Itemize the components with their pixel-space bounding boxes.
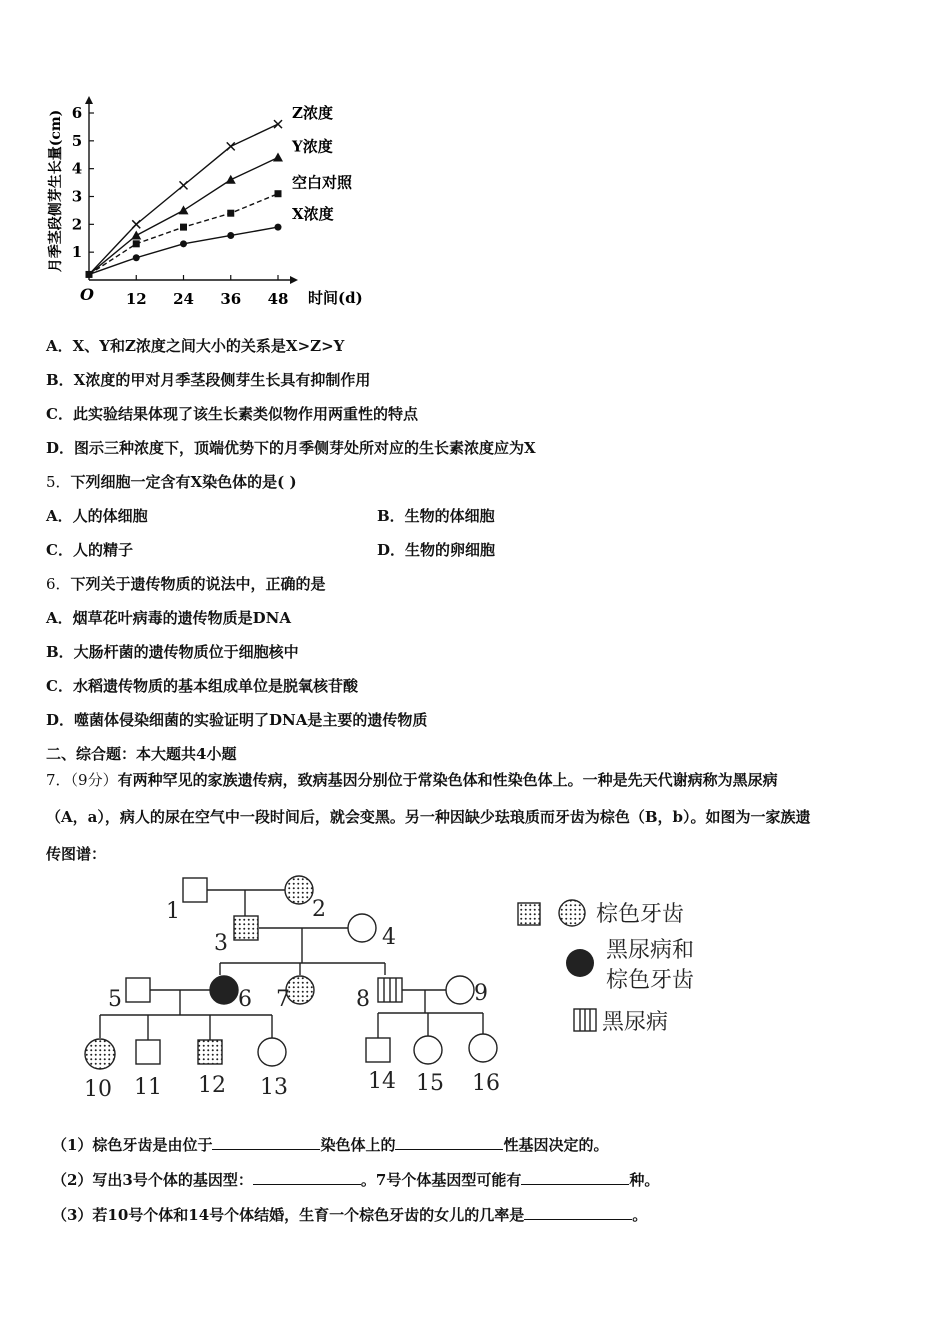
series-label: Z浓度 bbox=[292, 104, 333, 123]
individual-14 bbox=[366, 1038, 390, 1062]
data-point bbox=[180, 240, 187, 247]
q7-sub1-blank-1[interactable] bbox=[212, 1135, 320, 1150]
data-point bbox=[180, 181, 188, 189]
data-point bbox=[132, 220, 140, 228]
legend-square-brown-teeth bbox=[518, 903, 540, 925]
q4-option-c: C．此实验结果体现了该生长素类似物作用两重性的特点 bbox=[46, 405, 418, 423]
label-6: 6 bbox=[238, 987, 252, 1012]
individual-8 bbox=[378, 978, 402, 1002]
legend-brown-teeth-label: 棕色牙齿 bbox=[596, 902, 685, 927]
x-tick-label: 12 bbox=[125, 290, 147, 308]
q5-number: 5． bbox=[46, 473, 71, 491]
q7-sub3-part2: 。 bbox=[632, 1206, 648, 1224]
q6-option-c: C．水稻遗传物质的基本组成单位是脱氧核苷酸 bbox=[46, 677, 358, 695]
q5-option-a: A．人的体细胞 bbox=[46, 507, 148, 525]
y-tick-label: 4 bbox=[71, 159, 83, 178]
q7-sub3-blank-1[interactable] bbox=[524, 1205, 632, 1220]
origin-label: O bbox=[80, 285, 94, 304]
legend-alkaptonuria-label: 黑尿病 bbox=[602, 1010, 669, 1035]
q7-sub1-part3: 性基因决定的。 bbox=[503, 1136, 609, 1154]
series-label: 空白对照 bbox=[292, 173, 353, 192]
data-point bbox=[275, 224, 282, 231]
q7-stem-line-2: （A，a），病人的尿在空气中一段时间后，就会变黑。另一种因缺少珐琅质而牙齿为棕色（B，b）。如图为一家族遗 bbox=[46, 808, 811, 826]
x-axis-label: 时间(d) bbox=[308, 289, 363, 307]
data-point bbox=[133, 254, 140, 261]
individual-10 bbox=[85, 1039, 115, 1069]
individual-6 bbox=[210, 976, 238, 1004]
q7-stem-text-1: 有两种罕见的家族遗传病，致病基因分别位于常染色体和性染色体上。一种是先天代谢病称为黑尿病 bbox=[117, 771, 778, 789]
label-16: 16 bbox=[472, 1071, 500, 1096]
q6-stem bbox=[46, 574, 326, 594]
label-8: 8 bbox=[356, 987, 370, 1012]
label-7: 7 bbox=[276, 987, 290, 1012]
individual-16 bbox=[469, 1034, 497, 1062]
q5-option-d: D．生物的卵细胞 bbox=[377, 541, 496, 559]
x-tick-label: 24 bbox=[173, 290, 194, 308]
q7-sub-3 bbox=[52, 1205, 647, 1225]
data-point bbox=[226, 175, 236, 184]
q4-option-a: A．X、Y和Z浓度之间大小的关系是X>Z>Y bbox=[46, 337, 345, 355]
data-point bbox=[131, 230, 141, 239]
legend-both-label-1: 黑尿病和 bbox=[606, 938, 695, 963]
data-point bbox=[274, 120, 282, 128]
growth-line-chart bbox=[40, 92, 380, 317]
q5-option-c: C．人的精子 bbox=[46, 541, 133, 559]
y-tick-label: 3 bbox=[71, 187, 83, 206]
legend-circle-brown-teeth bbox=[559, 900, 585, 926]
individual-9 bbox=[446, 976, 474, 1004]
q7-sub2-blank-1[interactable] bbox=[253, 1170, 361, 1185]
y-tick-label: 6 bbox=[71, 104, 83, 122]
label-4: 4 bbox=[382, 925, 396, 950]
individual-1 bbox=[183, 878, 207, 902]
y-tick-label: 1 bbox=[71, 243, 83, 262]
q7-sub1-part1: （1）棕色牙齿是由位于 bbox=[52, 1136, 213, 1154]
q6-option-b: B．大肠杆菌的遗传物质位于细胞核中 bbox=[46, 643, 299, 661]
label-11: 11 bbox=[134, 1075, 162, 1100]
y-axis-label: 月季茎段侧芽生长量(cm) bbox=[48, 109, 64, 273]
label-14: 14 bbox=[368, 1069, 396, 1094]
label-2: 2 bbox=[312, 897, 326, 922]
individual-5 bbox=[126, 978, 150, 1002]
label-13: 13 bbox=[260, 1075, 288, 1100]
individual-12 bbox=[198, 1040, 222, 1064]
q7-sub2-part2: 。7号个体基因型可能有 bbox=[360, 1171, 522, 1189]
q7-stem-line-3: 传图谱： bbox=[46, 845, 107, 863]
individual-15 bbox=[414, 1036, 442, 1064]
y-tick-label: 5 bbox=[71, 131, 83, 150]
label-12: 12 bbox=[198, 1073, 226, 1098]
individual-13 bbox=[258, 1038, 286, 1066]
y-tick-label: 2 bbox=[71, 215, 83, 234]
label-1: 1 bbox=[166, 899, 180, 924]
data-point bbox=[227, 210, 234, 217]
q7-sub2-blank-2[interactable] bbox=[521, 1170, 629, 1185]
individual-11 bbox=[136, 1040, 160, 1064]
x-tick-label: 48 bbox=[267, 290, 289, 308]
x-tick-label: 36 bbox=[220, 290, 242, 308]
q7-sub1-part2: 染色体上的 bbox=[320, 1136, 396, 1154]
q7-sub-2 bbox=[52, 1170, 659, 1190]
legend-both-label-2: 棕色牙齿 bbox=[606, 968, 695, 993]
q7-stem-line-1 bbox=[46, 770, 778, 790]
pedigree-legend bbox=[510, 885, 740, 1045]
data-point bbox=[227, 232, 234, 239]
q7-sub-1 bbox=[52, 1135, 608, 1155]
data-point bbox=[227, 142, 235, 150]
q5-stem-text: 下列细胞一定含有X染色体的是( ) bbox=[70, 473, 297, 491]
series-line-1 bbox=[89, 158, 278, 275]
individual-2 bbox=[285, 876, 313, 904]
data-point bbox=[273, 153, 283, 162]
label-10: 10 bbox=[84, 1077, 112, 1102]
series-label: X浓度 bbox=[292, 205, 334, 224]
label-5: 5 bbox=[108, 987, 122, 1012]
individual-4 bbox=[348, 914, 376, 942]
q5-option-b: B．生物的体细胞 bbox=[377, 507, 495, 525]
data-point bbox=[275, 190, 282, 197]
q5-stem bbox=[46, 472, 297, 492]
legend-square-alkaptonuria bbox=[574, 1009, 596, 1031]
data-point bbox=[133, 240, 140, 247]
label-3: 3 bbox=[214, 931, 228, 956]
pedigree-chart bbox=[80, 868, 510, 1108]
data-point bbox=[180, 224, 187, 231]
individual-3 bbox=[234, 916, 258, 940]
q7-sub2-part1: （2）写出3号个体的基因型： bbox=[52, 1171, 253, 1189]
origin-point bbox=[86, 271, 93, 278]
q6-option-a: A．烟草花叶病毒的遗传物质是DNA bbox=[46, 609, 291, 627]
series-label: Y浓度 bbox=[292, 137, 333, 156]
q6-number: 6． bbox=[46, 575, 71, 593]
section-2-title: 二、综合题：本大题共4小题 bbox=[46, 745, 237, 763]
individual-7 bbox=[286, 976, 314, 1004]
legend-circle-both bbox=[566, 949, 594, 977]
q4-option-b: B．X浓度的甲对月季茎段侧芽生长具有抑制作用 bbox=[46, 371, 371, 389]
pedigree-lines bbox=[100, 890, 483, 1040]
q7-sub1-blank-2[interactable] bbox=[395, 1135, 503, 1150]
q6-stem-text: 下列关于遗传物质的说法中，正确的是 bbox=[70, 575, 326, 593]
label-15: 15 bbox=[416, 1071, 444, 1096]
q7-number: 7．（9分） bbox=[46, 771, 118, 789]
q7-sub2-part3: 种。 bbox=[629, 1171, 660, 1189]
q7-sub3-part1: （3）若10号个体和14号个体结婚，生育一个棕色牙齿的女儿的几率是 bbox=[52, 1206, 525, 1224]
label-9: 9 bbox=[474, 981, 488, 1006]
data-point bbox=[179, 205, 189, 214]
q4-option-d: D．图示三种浓度下，顶端优势下的月季侧芽处所对应的生长素浓度应为X bbox=[46, 439, 536, 457]
q6-option-d: D．噬菌体侵染细菌的实验证明了DNA是主要的遗传物质 bbox=[46, 711, 428, 729]
